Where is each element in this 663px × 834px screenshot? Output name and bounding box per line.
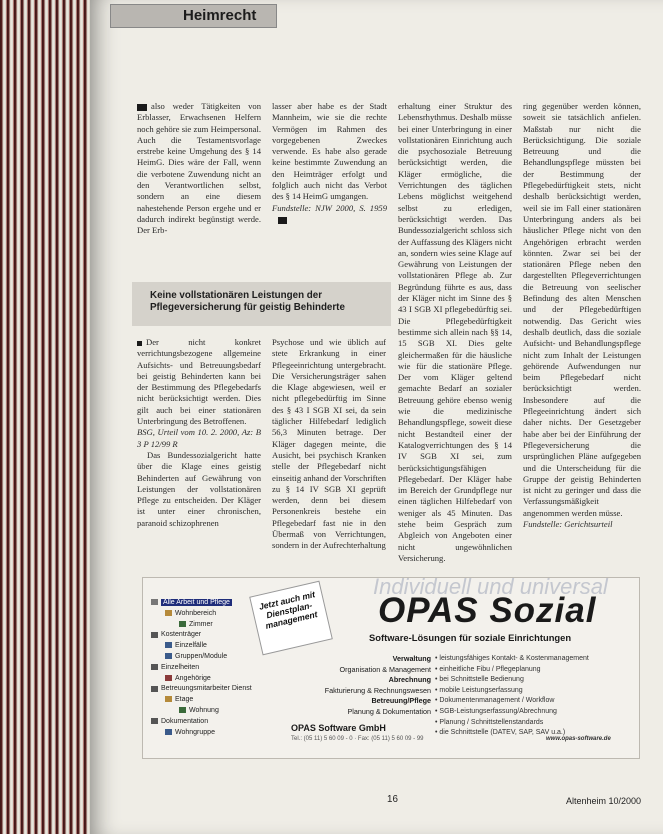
ad-feature: • Planung / Schnittstellenstandards [435,718,544,726]
bullet-marker [137,341,142,346]
article2-column-1 [137,337,261,571]
tree-item: Alle Arbeit und Pflege [151,598,303,609]
ad-feature: • die Schnittstelle (DATEV, SAP, SAV u.a.) [435,729,566,737]
article2-text-3: erhaltung einer Struktur des Lebensrhythmus. Deshalb müsse bei einer Unterbringung in einer vollstationären Einrichtung auch die psychosoziale Betreuung berücksichtigt werden, die Kläger ermögliche, die Verrichtungen des täglichen Lebens möglichst weitgehend selbst zu erledigen, berücksichtigt werden. Das Bundessozialgericht schloss sich der Auffassung des Klägers nicht an, sondern wies seine Klage auf Gewährung von Leistungen der vollstationären Pflege ab. Zur Begründung führte es aus, dass der Kläger nicht im Sinne des § 43 I SGB XI pflegebedürftig sei. Die Pflegebedürftigkeit bestimme sich allein nach §§ 14, 15 SGB XI. Dies gelte gleichermaßen für die häusliche wie für die stationäre Pflege. Der vom Kläger geltend gemachte Bedarf an sozialer Betreuung gehöre ebenso wenig wie die medizinische Behandlungspflege, soweit diese nicht Bestandteil einer der Katalogverrichtungen des § 14 IV SGB XI sei, zum berücksichtigungsfähigen Pflegebedarf. Der Kläger habe im Bereich der Grundpflege nur einen täglichen Hilfebedarf von weniger als 45 Minuten. Das stehe beim Gespräch zum Abgleich von Angeboten einer nicht ungewöhnlichen Versicherung. [398,101,512,563]
advertisement [142,577,640,759]
tree-item: Dokumentation [151,717,303,728]
article1-source: Fundstelle: NJW 2000, S. 1959 [272,202,387,213]
promo-sticker: Jetzt auch mit Dienstplan-management [249,581,333,656]
article1-text-1: also weder Tätigkeiten von Erblasser, Erwachsenen Helfern noch gehöre sie zum Heimpersonal. Auch die Testamentsvorlage erstrebe keine Umgehung des § 14 HeimG. Dies wäre der Fall, wenn die verbotene Zuwendung nicht an den Verantwortlichen selbst, sondern an eine diesem nahestehende Person ergehe und er dadurch indirekt begünstigt werde. Der Erb- [137,101,261,236]
tree-item: Einzelfälle [151,641,303,652]
article1-column-1 [137,101,261,237]
tree-item: Betreuungsmitarbeiter Dienst [151,684,303,695]
section-header [110,4,277,28]
ad-category: Planung & Dokumentation [347,706,431,716]
ad-category: Verwaltung [392,654,431,663]
ad-website: www.opas-software.de [546,736,611,742]
ad-tagline: Software-Lösungen für soziale Einrichtungen [369,632,572,643]
issue-label: Altenheim 10/2000 [566,796,642,806]
ad-watermark-slogan: Individuell und universal [373,577,608,599]
tree-item: Zimmer [151,620,303,631]
ad-feature-categories [303,654,431,718]
tree-item: Wohnung [151,706,303,717]
article2-text-2: Psychose und wie üblich auf stete Erkrankung in einer Pflegeeinrichtung untergebracht. Die Versicherungsträger sahen die Klage abgewiesen, weil er nicht pflegebedürftig im Sinne des § 43 I SGB XI sei, da sein täglicher Hilfebedarf lediglich 56,3 Minuten betrage. Der Kläger dagegen meinte, die Ausicht, bei psychisch Kranken stelle der Pflegebedarf nicht einseitig anhand der Vorschriften zu § 14 IV SGB XI geprüft werden, denn bei diesem Personenkreis bestehe ein Pflegebedarf fast nie in den Übermaß von Verrichtungen, sondern in der Aufrechterhaltung [272,337,386,551]
tree-item: Angehörige [151,674,303,685]
ad-category: Organisation & Management [339,664,431,674]
article-end-marker [278,217,287,224]
ad-feature: • bei Schnittstelle Bedienung [435,676,524,684]
article1-column-2 [272,101,387,225]
ad-company-name: OPAS Software GmbH [291,723,386,733]
ad-feature: • leistungsfähiges Kontakt- & Kostenmanagement [435,655,589,662]
ad-feature: • einheitliche Fibu / Pflegeplanung [435,665,541,673]
article2-column-3 [398,101,512,571]
ad-feature: • Dokumentenmanagement / Workflow [435,697,555,705]
ad-category: Abrechnung [388,675,431,685]
tree-item: Wohngruppe [151,728,303,739]
ad-category: Fakturierung & Rechnungswesen [324,685,431,695]
article-heading-box [132,282,391,326]
ad-contact-line: Tel.: (05 11) 5 60 09 - 0 · Fax: (05 11) 5 60 09 - 99 [291,736,424,742]
ad-category: Betreuung/Pflege [371,696,431,706]
article2-source: Fundstelle: Gerichtsurteil [523,518,613,529]
ad-feature: • SGB-Leistungserfassung/Abrechnung [435,707,557,715]
ad-feature-list [435,654,635,739]
tree-item: Gruppen/Module [151,652,303,663]
article2-column-4 [523,101,641,571]
article-start-marker [137,104,147,111]
article2-text-1: Der nicht konkret verrichtungsbezogene allgemeine Aufsichts- und Betreuungsbedarf bei geistig Behinderten kann bei der Bestimmung des Pflegebedarfs nicht berücksichtigt werden. Dies gilt auch bei einer stationären Unterbringung des Betroffenen. [137,337,261,427]
tree-item: Einzelheiten [151,663,303,674]
ad-brand-name: OPAS Sozial [378,591,597,630]
article2-citation: BSG, Urteil vom 10. 2. 2000, Az: B 3 P 12/99 R [137,427,261,449]
article-heading: Keine vollstationären Leistungen der Pflegeversicherung für geistig Behinderte [150,290,345,313]
article2-text-4: ring gegenüber werden können, soweit sie tatsächlich anfielen. Maßstab nur nicht die Berücksichtigung. Die soziale Betreuung und die Behandlungspflege müssten bei der Bestimmung der Pflegebedürftigkeit stets, nicht deshalb berücksichtigt werden, weil sie im Fall einer stationären Unterbringung anders als bei häuslicher Pflege nicht von den Angehörigen erbracht werden könnten. Zwar sei bei der stationären Pflege neben den dargestellten Pflegeverrichtungen die Betreuung von seelischer Befindung des alten Menschen und der Pflegebedürftigen notwendig. Das Gericht wies deshalb deutlich, dass die soziale Aufsicht- und Behandlungspflege nicht zum Inhalt der Leistungen gehörende Aufwendungen nur beim Pflegebedarf nicht berücksichtigt werden. Insbesondere auf die Pflegeeinrichtung ändert sich daher nichts. Der Gesetzgeber habe aber bei der Einführung der Pflegeversicherung die ursprünglichen Pläne aufgegeben und die Unterscheidung für die Gruppe der geistig Behinderten ist nicht zu geringer und dass die Verfassungsmäßigkeit angenommen werden müsse. [523,101,641,518]
tree-item: Kostenträger [151,630,303,641]
article2-column-2 [272,337,386,571]
article2-text-1b: Das Bundessozialgericht hatte über die Klage eines geistig Behinderten auf Gewährung von Leistungen der vollstationären Pflege zu entscheiden. Der Kläger ist unter einer chronischen, paranoid schizophrenen [137,449,261,528]
page-number: 16 [387,794,398,805]
article1-text-2: lasser aber habe es der Stadt Mannheim, wie sie die rechte Vermögen im Rahmen des vorgegebenen Zweckes verwende. Es habe also gerade keine bestimmte Zuwendung an den Heimträger erfolgt und folglich auch nicht das Verbot des § 14 HeimG umgangen. [272,101,387,202]
tree-item: Wohnbereich [151,609,303,620]
section-title: Heimrecht [183,7,257,24]
ad-feature: • mobile Leistungserfassung [435,686,523,694]
tree-item: Etage [151,695,303,706]
